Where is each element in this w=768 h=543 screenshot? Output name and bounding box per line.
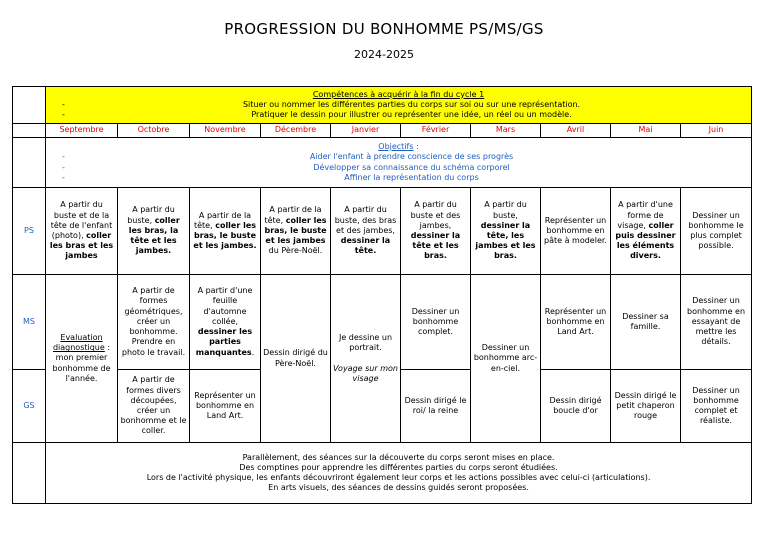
- empty-corner: [13, 138, 46, 188]
- month-header: Juin: [681, 124, 752, 138]
- footer-line: Parallèlement, des séances sur la découverte du corps seront mises en place.: [242, 452, 555, 462]
- competences-heading: Compétences à acquérir à la fin du cycle 1: [312, 89, 485, 99]
- competences-row: [13, 87, 752, 124]
- ps-mar-text: A partir du buste,: [484, 200, 527, 220]
- objectifs-heading: Objectifs: [378, 142, 414, 152]
- footer-row: [13, 443, 752, 504]
- month-header: Novembre: [190, 124, 261, 138]
- month-header: Décembre: [261, 124, 331, 138]
- ms-mai: Dessiner sa famille.: [611, 275, 681, 370]
- progression-table: [12, 86, 752, 504]
- ms-gs-decembre: Dessin dirigé du Père-Noël.: [261, 275, 331, 443]
- gs-fevrier: Dessin dirigé le roi/ la reine: [401, 370, 471, 443]
- jan-voyage: Voyage sur mon visage: [333, 363, 398, 383]
- ms-avril: Représenter un bonhomme en Land Art.: [541, 275, 611, 370]
- level-gs: GS: [13, 370, 46, 443]
- ps-jan-text: A partir du buste, des bras et des jambes,: [334, 205, 397, 235]
- gs-novembre: Représenter un bonhomme en Land Art.: [190, 370, 261, 443]
- level-ps: PS: [13, 188, 46, 275]
- objectif-item: - Développer sa connaissance du schéma corporel: [62, 163, 749, 173]
- ps-oct-bold: coller les bras, la tête et les jambes.: [128, 215, 180, 256]
- footer-line: Lors de l'activité physique, les enfants découvriront également leur corps et les actions possibles avec celui-ci (articulations).: [146, 473, 651, 482]
- objectifs-cell: Objectifs : - Aider l'enfant à prendre conscience de ses progrès - Développer sa connaissance du schéma corporel - Affiner la représentation du corps: [46, 138, 752, 188]
- ms-gs-septembre: [46, 275, 118, 443]
- gs-avril: Dessin dirigé boucle d'or: [541, 370, 611, 443]
- ms-nov-text: A partir d'une feuille d'automne collée,: [197, 286, 253, 326]
- ps-fevrier: [401, 188, 471, 275]
- school-year: 2024-2025: [354, 48, 414, 61]
- ps-juin: Dessiner un bonhomme le plus complet possible.: [681, 188, 752, 275]
- ps-nov-text: A partir de la tête,: [193, 210, 252, 230]
- ps-nov-bold: coller les bras, le buste et les jambes.: [193, 220, 257, 251]
- ps-dec-bold: coller les bras, le buste et les jambes: [264, 215, 327, 246]
- jan-portrait: Je dessine un portrait.: [338, 332, 393, 353]
- ms-row: [13, 275, 752, 370]
- page-title: PROGRESSION DU BONHOMME PS/MS/GS: [224, 20, 544, 38]
- objectif-item: - Aider l'enfant à prendre conscience de ses progrès: [62, 152, 749, 162]
- month-header: Février: [401, 124, 471, 138]
- empty-corner: [13, 87, 46, 124]
- competences-cell: [46, 87, 752, 124]
- eval-text: : mon premier bonhomme de l'année.: [52, 343, 111, 383]
- ps-sep-text: A partir du buste et de la tête de l'enfant (photo),: [50, 200, 113, 240]
- months-row: [13, 124, 752, 138]
- gs-mai: Dessin dirigé le petit chaperon rouge: [611, 370, 681, 443]
- month-header: Avril: [541, 124, 611, 138]
- ms-fevrier: Dessiner un bonhomme complet.: [401, 275, 471, 370]
- competence-item: - Pratiquer le dessin pour illustrer ou représenter une idée, un réel ou un modèle.: [62, 110, 749, 120]
- footer-notes: [46, 443, 752, 504]
- gs-octobre: A partir de formes divers découpées, créer un bonhomme et le coller.: [118, 370, 190, 443]
- empty-corner: [13, 124, 46, 138]
- ps-mai: [611, 188, 681, 275]
- ps-octobre: [118, 188, 190, 275]
- level-ms: MS: [13, 275, 46, 370]
- ps-mars: [471, 188, 541, 275]
- ps-avril: Représenter un bonhomme en pâte à modeler.: [541, 188, 611, 275]
- ps-oct-text: A partir du buste,: [127, 205, 175, 225]
- month-header: Septembre: [46, 124, 118, 138]
- ms-gs-janvier: [331, 275, 401, 443]
- ps-jan-bold: dessiner la tête.: [340, 236, 391, 256]
- gs-juin: Dessiner un bonhomme complet et réaliste.: [681, 370, 752, 443]
- month-header: Mai: [611, 124, 681, 138]
- competence-item: - Situer ou nommer les différentes parties du corps sur soi ou sur une représentation.: [62, 100, 749, 110]
- ms-juin: Dessiner un bonhomme en essayant de mettre les détails.: [681, 275, 752, 370]
- ps-mar-bold: dessiner la tête, les jambes et les bras.: [475, 220, 536, 261]
- empty-corner: [13, 443, 46, 504]
- ps-may-bold: coller puis dessiner les éléments divers.: [615, 220, 676, 261]
- ps-may-text: A partir d'une forme de visage,: [617, 200, 673, 230]
- ps-janvier: [331, 188, 401, 275]
- footer-line: En arts visuels, des séances de dessins guidés seront proposées.: [268, 483, 529, 493]
- ms-gs-mars: Dessiner un bonhomme arc-en-ciel.: [471, 275, 541, 443]
- ps-feb-text: A partir du buste et des jambes,: [410, 200, 461, 230]
- ms-nov-bold: dessiner les parties manquantes: [195, 327, 253, 357]
- ps-novembre: [190, 188, 261, 275]
- ps-decembre: [261, 188, 331, 275]
- month-header: Octobre: [118, 124, 190, 138]
- eval-label: Evaluation diagnostique: [52, 332, 105, 353]
- month-header: Mars: [471, 124, 541, 138]
- ps-dec-text: A partir de la tête,: [264, 205, 322, 225]
- ps-sep-bold: coller les bras et les jambes: [49, 231, 114, 261]
- ms-octobre: A partir de formes géométriques, créer un bonhomme. Prendre en photo le travail.: [118, 275, 190, 370]
- month-header: Janvier: [331, 124, 401, 138]
- objectif-item: - Affiner la représentation du corps: [62, 173, 749, 183]
- ps-septembre: [46, 188, 118, 275]
- ps-row: [13, 188, 752, 275]
- footer-line: Des comptines pour apprendre les différentes parties du corps seront étudiées.: [239, 462, 558, 472]
- ps-dec-text-end: du Père-Noël.: [268, 246, 323, 256]
- ms-novembre: A partir d'une feuille d'automne collée, dessiner les parties manquantes.: [190, 275, 261, 370]
- ps-feb-bold: dessiner la tête et les bras.: [410, 231, 461, 261]
- objectifs-row: [13, 138, 752, 188]
